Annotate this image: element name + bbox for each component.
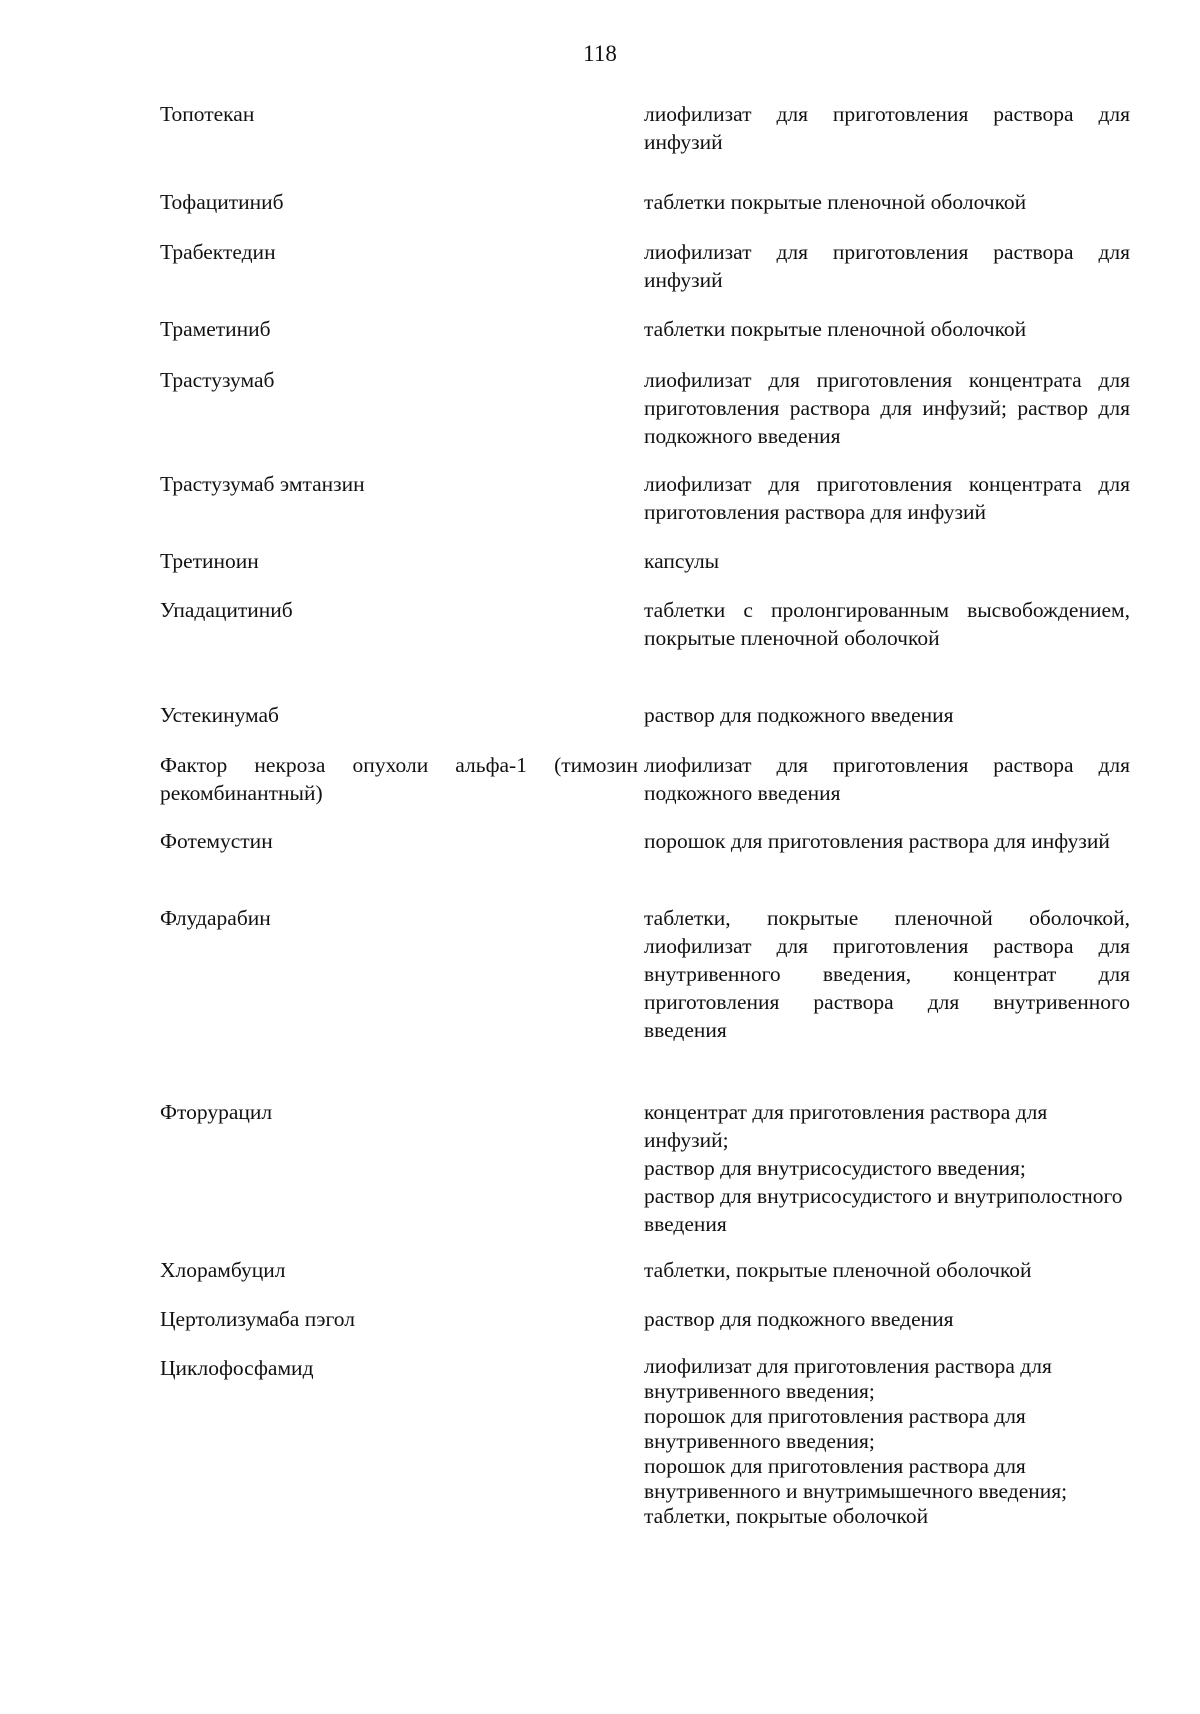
dosage-form-line: лиофилизат для приготовления раствора для инфузий	[644, 240, 1130, 292]
dosage-form-line: таблетки с пролонгированным высвобождением, покрытые пленочной оболочкой	[644, 598, 1130, 650]
drug-name: Хлорамбуцил	[160, 1258, 286, 1282]
drug-name: Третиноин	[160, 549, 259, 573]
dosage-form-line: порошок для приготовления раствора для внутривенного введения;	[644, 1404, 1026, 1453]
dosage-form-line: таблетки покрытые пленочной оболочкой	[644, 317, 1027, 341]
dosage-form-line: таблетки, покрытые пленочной оболочкой	[644, 1258, 1032, 1282]
drug-name: Трастузумаб эмтанзин	[160, 472, 365, 496]
dosage-form-line: порошок для приготовления раствора для внутривенного и внутримышечного введения;	[644, 1454, 1068, 1503]
drug-name: Фотемустин	[160, 829, 273, 853]
dosage-form	[644, 188, 1130, 216]
dosage-form-line: лиофилизат для приготовления раствора для подкожного введения	[644, 753, 1130, 805]
dosage-form-line: таблетки, покрытые оболочкой	[644, 1504, 929, 1528]
dosage-form-line: раствор для подкожного введения	[644, 703, 954, 727]
dosage-form-line: лиофилизат для приготовления раствора для внутривенного введения;	[644, 1354, 1052, 1403]
page-number: 118	[583, 41, 617, 66]
dosage-form	[644, 596, 1130, 652]
dosage-form	[644, 470, 1130, 526]
drug-name: Топотекан	[160, 102, 255, 126]
dosage-form	[644, 366, 1130, 450]
dosage-form-line: лиофилизат для приготовления концентрата для приготовления раствора для инфузий	[644, 472, 1130, 524]
drug-name: Тофацитиниб	[160, 190, 284, 214]
drug-name: Циклофосфамид	[160, 1356, 314, 1380]
dosage-form-line: таблетки покрытые пленочной оболочкой	[644, 190, 1027, 214]
dosage-form	[644, 751, 1130, 807]
dosage-form	[644, 1098, 1130, 1238]
dosage-form	[644, 904, 1130, 1044]
drug-name: Устекинумаб	[160, 703, 279, 727]
dosage-form	[644, 701, 1130, 729]
dosage-form	[644, 238, 1130, 294]
dosage-form-line: раствор для подкожного введения	[644, 1307, 954, 1331]
dosage-form-line: порошок для приготовления раствора для инфузий	[644, 829, 1110, 853]
dosage-form	[644, 1305, 1130, 1333]
drug-name: Трабектедин	[160, 240, 276, 264]
dosage-form	[644, 827, 1130, 855]
dosage-form-line: раствор для внутрисосудистого и внутриполостного введения	[644, 1184, 1123, 1236]
dosage-form-line: капсулы	[644, 549, 720, 573]
dosage-form-line: концентрат для приготовления раствора для инфузий;	[644, 1100, 1048, 1152]
drug-name: Фторурацил	[160, 1100, 273, 1124]
drug-name: Упадацитиниб	[160, 598, 293, 622]
dosage-form	[644, 547, 1130, 575]
dosage-form-line: раствор для внутрисосудистого введения;	[644, 1156, 1026, 1180]
dosage-form	[644, 100, 1130, 156]
dosage-form-line: лиофилизат для приготовления раствора для инфузий	[644, 102, 1130, 154]
drug-name: Трастузумаб	[160, 368, 275, 392]
dosage-form-line: таблетки, покрытые пленочной оболочкой, лиофилизат для приготовления раствора для внутривенного введения, концентрат для приготовления раствора для внутривенного введения	[644, 906, 1130, 1042]
drug-name: Флударабин	[160, 906, 271, 930]
dosage-form	[644, 315, 1130, 343]
drug-name: Цертолизумаба пэгол	[160, 1307, 355, 1331]
dosage-form	[644, 1256, 1130, 1284]
dosage-form-line: лиофилизат для приготовления концентрата для приготовления раствора для инфузий; раствор для подкожного введения	[644, 368, 1130, 448]
drug-name: Траметиниб	[160, 317, 271, 341]
drug-name: Фактор некроза опухоли альфа-1 (тимозин рекомбинантный)	[160, 753, 638, 805]
dosage-form	[644, 1354, 1130, 1529]
